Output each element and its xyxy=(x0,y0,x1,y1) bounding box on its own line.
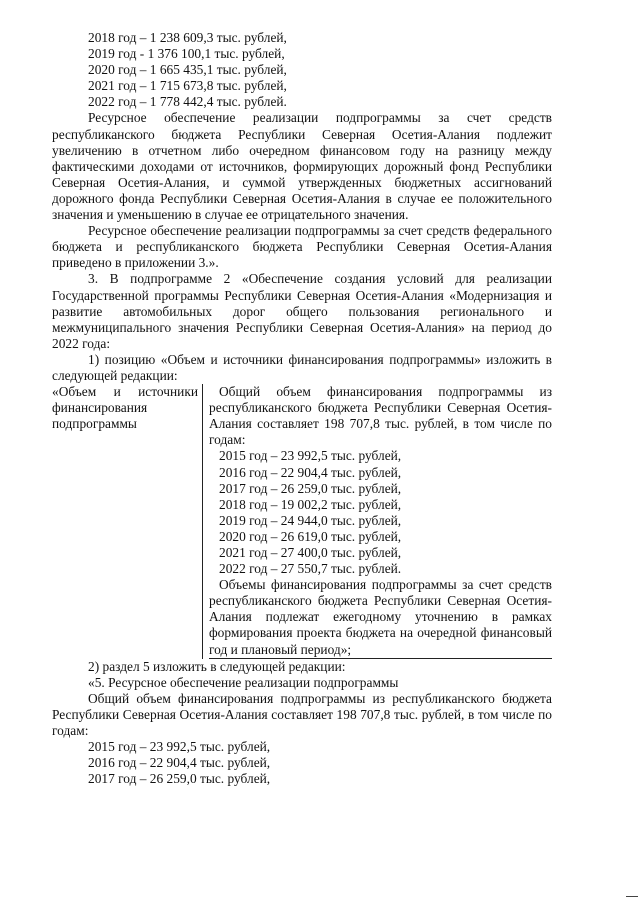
section-5-text: Общий объем финансирования подпрограммы из республиканского бюджета Республики Северная Осетия-Алания составляет 198 707,8 тыс. рублей, в том числе по годам: xyxy=(52,690,552,739)
section-5-title: «5. Ресурсное обеспечение реализации подпрограммы xyxy=(88,674,399,690)
table-intro: Общий объем финансирования подпрограммы из республиканского бюджета Республики Северная Осетия-Алания составляет 198 707,8 тыс. рублей, в том числе по годам: xyxy=(209,384,552,448)
table-year-line: 2019 год – 24 944,0 тыс. рублей, xyxy=(219,512,402,528)
year-line: 2019 год - 1 376 100,1 тыс. рублей, xyxy=(88,46,285,62)
table-year-line: 2021 год – 27 400,0 тыс. рублей, xyxy=(219,545,402,560)
years-bottom-list xyxy=(52,739,552,787)
financing-table xyxy=(52,384,552,659)
table-year-line: 2020 год – 26 619,0 тыс. рублей, xyxy=(219,528,402,544)
page-edge-mark xyxy=(626,896,638,897)
years-top-list xyxy=(52,30,552,110)
table-year-line: 2016 год – 22 904,4 тыс. рублей, xyxy=(219,464,402,480)
year-line: 2021 год – 1 715 673,8 тыс. рублей, xyxy=(88,78,287,94)
year-line: 2017 год – 26 259,0 тыс. рублей, xyxy=(88,771,271,787)
table-left-cell: «Объем и источники финансирования подпрограммы xyxy=(52,384,198,432)
year-line: 2018 год – 1 238 609,3 тыс. рублей, xyxy=(88,30,287,45)
document-page xyxy=(52,30,552,787)
paragraph-sub-2: 2) раздел 5 изложить в следующей редакции: xyxy=(88,658,346,674)
table-year-line: 2017 год – 26 259,0 тыс. рублей, xyxy=(219,480,402,496)
year-line: 2020 год – 1 665 435,1 тыс. рублей, xyxy=(88,62,287,78)
year-line: 2015 год – 23 992,5 тыс. рублей, xyxy=(88,739,271,755)
table-year-line: 2015 год – 23 992,5 тыс. рублей, xyxy=(219,448,402,464)
paragraph-resource-2: Ресурсное обеспечение реализации подпрограммы за счет средств федерального бюджета и республиканского бюджета Республики Северная Осетия-Алания приведено в приложении 3.». xyxy=(52,223,552,271)
table-right-cell xyxy=(202,384,552,659)
paragraph-sub-1: 1) позицию «Объем и источники финансирования подпрограммы» изложить в следующей редакции: xyxy=(52,351,552,383)
table-outro: Объемы финансирования подпрограммы за счет средств республиканского бюджета Республики Северная Осетия-Алания подлежат ежегодному уточнению в рамках формирования проекта бюджета на очередной финансовый год и плановый период»; xyxy=(209,577,552,658)
paragraph-resource-1: Ресурсное обеспечение реализации подпрограммы за счет средств республиканского бюджета Республики Северная Осетия-Алания подлежит увеличению в отчетном либо очередном финансовом году на разницу между фактическими доходами от источников, формирующих дорожный фонд Республики Северная Осетия-Алания, и суммой утвержденных бюджетных ассигнований дорожного фонда Республики Северная Осетия-Алания в случае ее положительного значения и уменьшению в случае ее отрицательного значения. xyxy=(52,110,552,223)
table-year-line: 2022 год – 27 550,7 тыс. рублей. xyxy=(219,561,402,577)
table-year-line: 2018 год – 19 002,2 тыс. рублей, xyxy=(219,496,402,512)
year-line: 2022 год – 1 778 442,4 тыс. рублей. xyxy=(88,94,287,110)
year-line: 2016 год – 22 904,4 тыс. рублей, xyxy=(88,755,271,771)
paragraph-item-3: 3. В подпрограмме 2 «Обеспечение создания условий для реализации Государственной программы Республики Северная Осетия-Алания «Модернизация и развитие автомобильных дорог общего пользования регионального и межмуниципального значения Республики Северная Осетия-Алания» на период до 2022 года: xyxy=(52,271,552,351)
